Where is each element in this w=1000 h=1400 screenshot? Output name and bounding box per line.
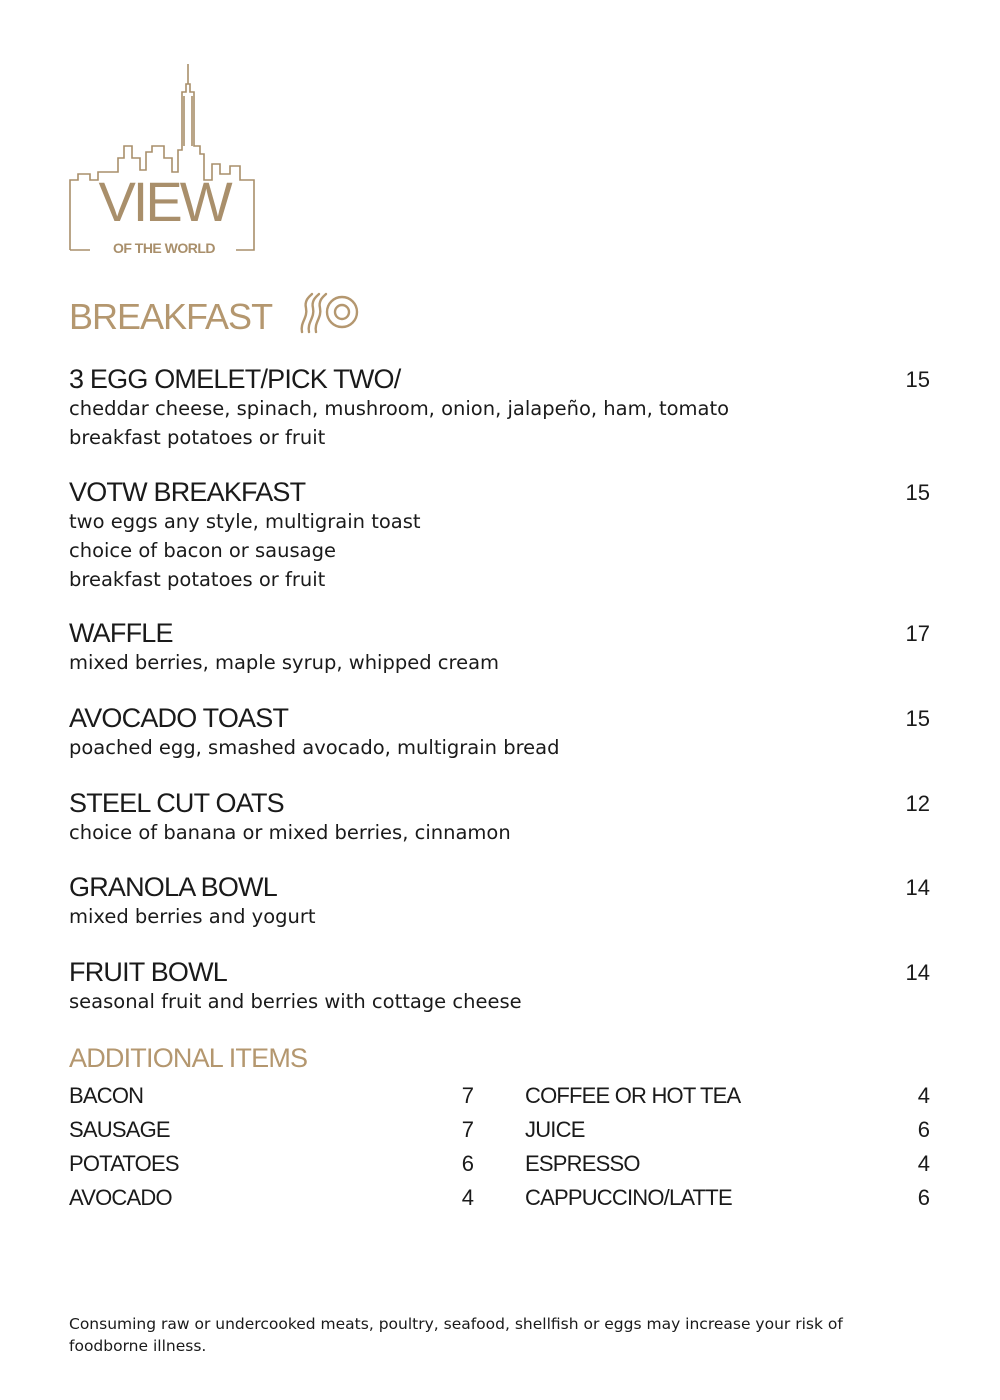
add-item-price: 7 [461,1083,474,1108]
add-item-price: 6 [917,1185,930,1210]
item-price: 14 [905,875,930,900]
add-item-name: BACON [69,1083,144,1108]
logo-wordmark: VIEW [98,170,230,233]
item-name: 3 EGG OMELET/PICK TWO/ [69,364,401,394]
item-name: FRUIT BOWL [69,957,228,987]
menu-item [69,364,930,452]
list-item [525,1183,930,1217]
item-name: VOTW BREAKFAST [69,477,306,507]
menu-item [69,703,930,762]
item-price: 12 [905,791,930,816]
menu-item [69,788,930,847]
add-item-name: JUICE [525,1117,585,1142]
item-price: 15 [905,706,930,731]
additional-items-left [69,1081,474,1217]
add-item-name: AVOCADO [69,1185,172,1210]
item-description: cheddar cheese, spinach, mushroom, onion, jalapeño, ham, tomato [69,397,730,420]
item-description: breakfast potatoes or fruit [69,568,326,591]
item-description: mixed berries, maple syrup, whipped cream [69,651,500,674]
item-name: GRANOLA BOWL [69,872,277,902]
item-name: WAFFLE [69,618,173,648]
add-item-name: CAPPUCCINO/LATTE [525,1185,732,1210]
add-item-name: COFFEE OR HOT TEA [525,1083,741,1108]
item-description: choice of banana or mixed berries, cinnamon [69,821,511,844]
item-name: STEEL CUT OATS [69,788,284,818]
menu-item [69,477,930,594]
section-title-breakfast: BREAKFAST [69,296,273,337]
item-description: choice of bacon or sausage [69,539,336,562]
list-item [69,1183,474,1217]
list-item [525,1115,930,1149]
bacon-egg-icon [298,292,360,334]
item-description: breakfast potatoes or fruit [69,426,326,449]
add-item-price: 4 [917,1083,930,1108]
add-item-price: 4 [917,1151,930,1176]
add-item-name: POTATOES [69,1151,179,1176]
add-item-name: ESPRESSO [525,1151,640,1176]
item-price: 14 [905,960,930,985]
item-price: 15 [905,367,930,392]
section-title-additional: ADDITIONAL ITEMS [69,1043,308,1073]
item-description: poached egg, smashed avocado, multigrain bread [69,736,560,759]
menu-item [69,957,930,1016]
list-item [525,1081,930,1115]
item-description: seasonal fruit and berries with cottage cheese [69,990,522,1013]
add-item-price: 4 [461,1185,474,1210]
list-item [69,1115,474,1149]
item-description: two eggs any style, multigrain toast [69,510,421,533]
menu-item [69,872,930,931]
add-item-name: SAUSAGE [69,1117,170,1142]
item-description: mixed berries and yogurt [69,905,316,928]
item-price: 17 [905,621,930,646]
item-price: 15 [905,480,930,505]
list-item [69,1149,474,1183]
item-name: AVOCADO TOAST [69,703,289,733]
add-item-price: 6 [461,1151,474,1176]
list-item [525,1149,930,1183]
list-item [69,1081,474,1115]
logo-subline: OF THE WORLD [112,240,216,256]
additional-items-right [525,1081,930,1217]
add-item-price: 6 [917,1117,930,1142]
food-safety-disclaimer: Consuming raw or undercooked meats, poultry, seafood, shellfish or eggs may increase your risk of foodborne illness. [69,1315,843,1355]
add-item-price: 7 [461,1117,474,1142]
menu-item [69,618,930,677]
